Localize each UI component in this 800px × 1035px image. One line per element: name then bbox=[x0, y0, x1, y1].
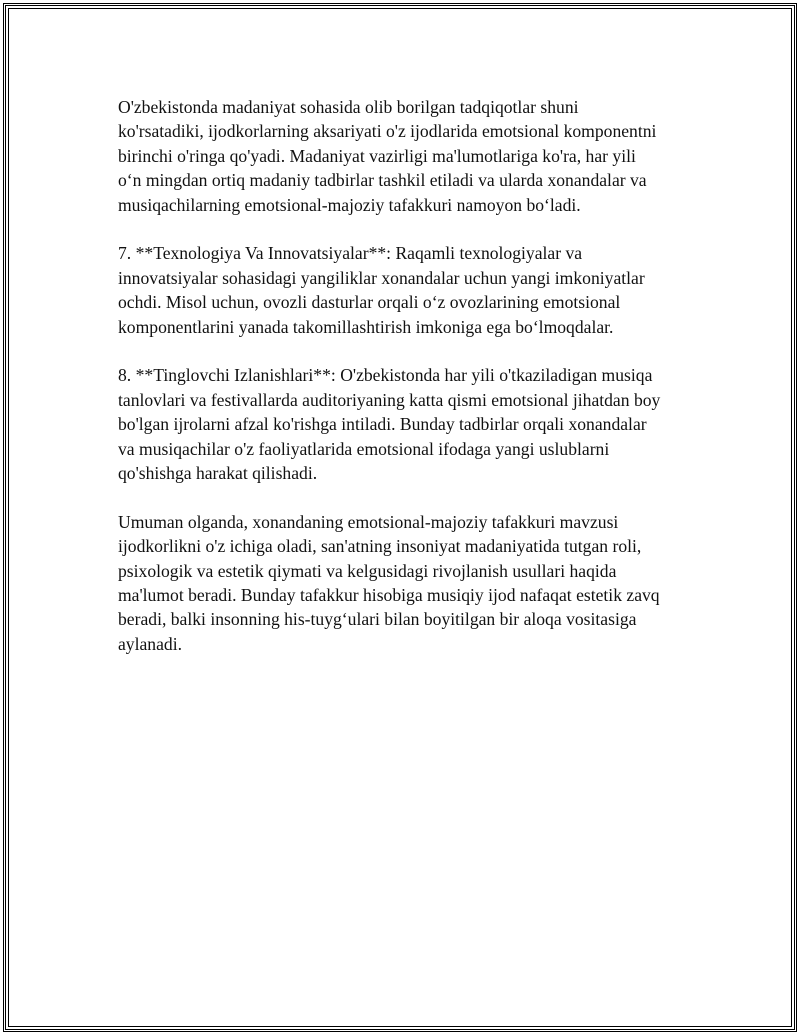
paragraph-conclusion: Umuman olganda, xonandaning emotsional-majoziy tafakkuri mavzusi ijodkorlikni o'z ichiga oladi, san'atning insoniyat madaniyatida tutgan roli, psixologik va estetik qiymati va kelgusidagi rivojlanish usullari haqida ma'lumot beradi. Bunday tafakkur hisobiga musiqiy ijod nafaqat estetik zavq beradi, balki insonning his-tuyg‘ulari bilan boyitilgan bir aloqa vositasiga aylanadi. bbox=[118, 511, 660, 654]
paragraph-listener-research: 8. **Tinglovchi Izlanishlari**: O'zbekistonda har yili o'tkaziladigan musiqa tanlovlari va festivallarda auditoriyaning katta qismi emotsional jihatdan boy bo'lgan ijrolarni afzal ko'rishga intiladi. Bunday tadbirlar orqali xonandalar va musiqachilar o'z faoliyatlarida emotsional ifodaga yangi uslublarni qo'shishga harakat qilishadi. bbox=[118, 365, 661, 484]
paragraph-technology-innovation: 7. **Texnologiya Va Innovatsiyalar**: Raqamli texnologiyalar va innovatsiyalar sohasidagi yangiliklar xonandalar uchun yangi imkoniyatlar ochdi. Misol uchun, ovozli dasturlar orqali o‘z ovozlarining emotsional komponentlarini yanada takomillashtirish imkoniga ega bo‘lmoqdalar. bbox=[118, 243, 645, 337]
document-body bbox=[118, 95, 708, 681]
document-page bbox=[3, 3, 797, 1032]
paragraph-culture-research: O'zbekistonda madaniyat sohasida olib borilgan tadqiqotlar shuni ko'rsatadiki, ijodkorlarning aksariyati o'z ijodlarida emotsional komponentni birinchi o'ringa qo'yadi. Madaniyat vazirligi ma'lumotlariga ko'ra, har yili o‘n mingdan ortiq madaniy tadbirlar tashkil etiladi va ularda xonandalar va musiqachilarning emotsional-majoziy tafakkuri namoyon bo‘ladi. bbox=[118, 97, 657, 215]
